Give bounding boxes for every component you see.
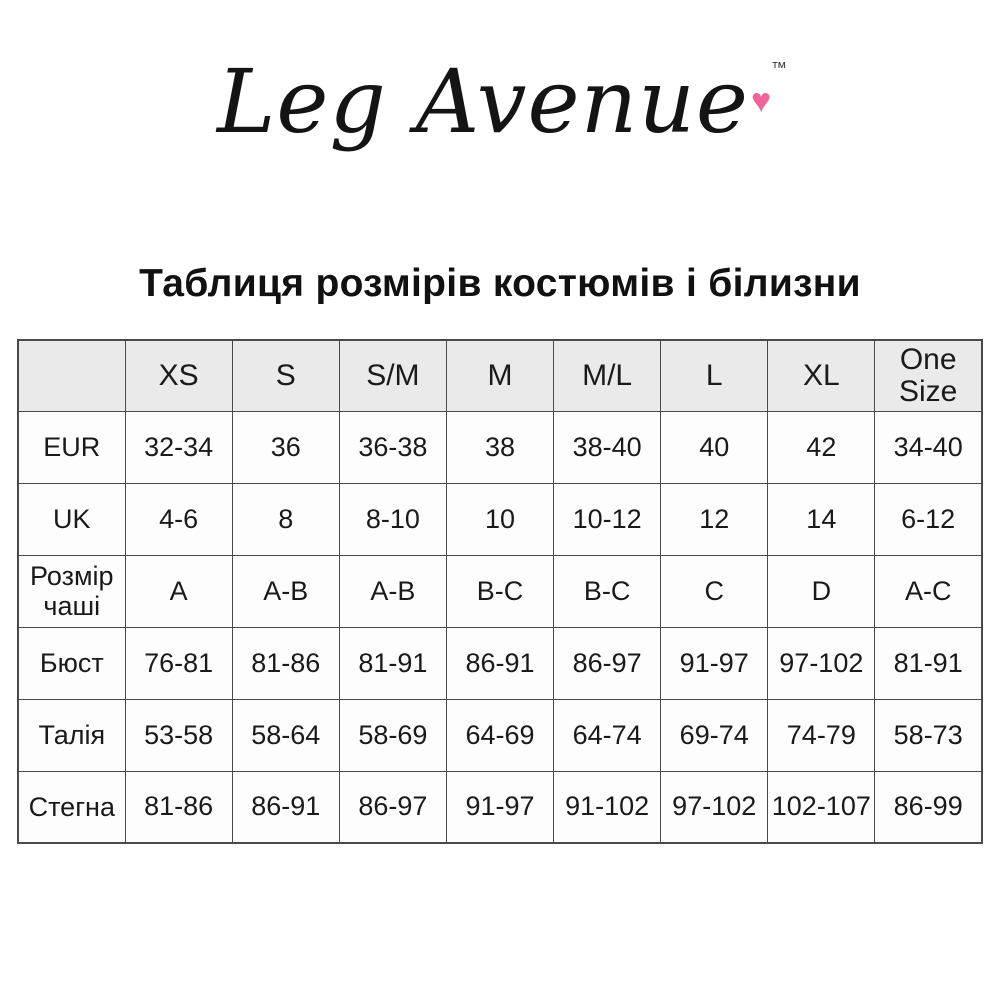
size-cell: 86-99 bbox=[875, 771, 982, 843]
size-cell: 8 bbox=[232, 483, 339, 555]
size-cell: 36-38 bbox=[339, 411, 446, 483]
size-cell: 81-91 bbox=[875, 627, 982, 699]
size-column-header-onesize: One Size bbox=[875, 340, 982, 411]
size-cell: 97-102 bbox=[661, 771, 768, 843]
size-cell: B-C bbox=[446, 555, 553, 627]
size-cell: 91-97 bbox=[661, 627, 768, 699]
size-cell: 69-74 bbox=[661, 699, 768, 771]
brand-logo bbox=[0, 52, 1000, 151]
size-column-header-m: M bbox=[446, 340, 553, 411]
size-cell: 86-91 bbox=[232, 771, 339, 843]
size-cell: 38-40 bbox=[554, 411, 661, 483]
size-column-header-s: S bbox=[232, 340, 339, 411]
size-cell: 6-12 bbox=[875, 483, 982, 555]
row-label: EUR bbox=[18, 411, 125, 483]
row-label: Бюст bbox=[18, 627, 125, 699]
size-cell: 4-6 bbox=[125, 483, 232, 555]
table-row-bust bbox=[18, 627, 982, 699]
size-cell: 86-91 bbox=[446, 627, 553, 699]
size-cell: 81-86 bbox=[125, 771, 232, 843]
size-cell: 40 bbox=[661, 411, 768, 483]
size-column-header-l: L bbox=[661, 340, 768, 411]
row-label: Талія bbox=[18, 699, 125, 771]
size-cell: 91-97 bbox=[446, 771, 553, 843]
size-cell: 91-102 bbox=[554, 771, 661, 843]
row-label: UK bbox=[18, 483, 125, 555]
size-cell: 58-69 bbox=[339, 699, 446, 771]
size-cell: 74-79 bbox=[768, 699, 875, 771]
size-cell: 81-91 bbox=[339, 627, 446, 699]
row-label: Розмір чаші bbox=[18, 555, 125, 627]
table-row-eur bbox=[18, 411, 982, 483]
size-cell: A bbox=[125, 555, 232, 627]
trademark-symbol: ™ bbox=[771, 60, 788, 77]
size-column-header-xl: XL bbox=[768, 340, 875, 411]
heart-icon: ♥ bbox=[751, 82, 772, 120]
size-cell: 42 bbox=[768, 411, 875, 483]
size-cell: C bbox=[661, 555, 768, 627]
size-cell: 38 bbox=[446, 411, 553, 483]
size-cell: 34-40 bbox=[875, 411, 982, 483]
size-cell: 76-81 bbox=[125, 627, 232, 699]
size-cell: 64-74 bbox=[554, 699, 661, 771]
size-cell: 10-12 bbox=[554, 483, 661, 555]
size-cell: B-C bbox=[554, 555, 661, 627]
brand-logo-text: Leg Avenue bbox=[216, 50, 750, 153]
table-row-cup-size bbox=[18, 555, 982, 627]
size-cell: 81-86 bbox=[232, 627, 339, 699]
size-cell: A-B bbox=[339, 555, 446, 627]
size-cell: 58-64 bbox=[232, 699, 339, 771]
size-cell: 58-73 bbox=[875, 699, 982, 771]
size-column-header-xs: XS bbox=[125, 340, 232, 411]
size-column-header-ml: M/L bbox=[554, 340, 661, 411]
size-cell: 97-102 bbox=[768, 627, 875, 699]
size-cell: 32-34 bbox=[125, 411, 232, 483]
size-cell: A-C bbox=[875, 555, 982, 627]
sizes-table bbox=[17, 339, 983, 844]
row-label: Стегна bbox=[18, 771, 125, 843]
size-cell: 64-69 bbox=[446, 699, 553, 771]
table-row-hips bbox=[18, 771, 982, 843]
sizes-table-header-row bbox=[18, 340, 982, 411]
size-cell: 86-97 bbox=[554, 627, 661, 699]
size-cell: 36 bbox=[232, 411, 339, 483]
size-cell: 53-58 bbox=[125, 699, 232, 771]
size-cell: 12 bbox=[661, 483, 768, 555]
size-column-header-blank bbox=[18, 340, 125, 411]
size-cell: A-B bbox=[232, 555, 339, 627]
size-cell: 8-10 bbox=[339, 483, 446, 555]
size-cell: 102-107 bbox=[768, 771, 875, 843]
size-column-header-sm: S/M bbox=[339, 340, 446, 411]
size-cell: 86-97 bbox=[339, 771, 446, 843]
size-cell: 10 bbox=[446, 483, 553, 555]
page-title: Таблиця розмірів костюмів і білизни bbox=[139, 262, 861, 305]
size-cell: D bbox=[768, 555, 875, 627]
brand-logo-suffix bbox=[749, 52, 788, 132]
table-row-waist bbox=[18, 699, 982, 771]
size-cell: 14 bbox=[768, 483, 875, 555]
table-row-uk bbox=[18, 483, 982, 555]
